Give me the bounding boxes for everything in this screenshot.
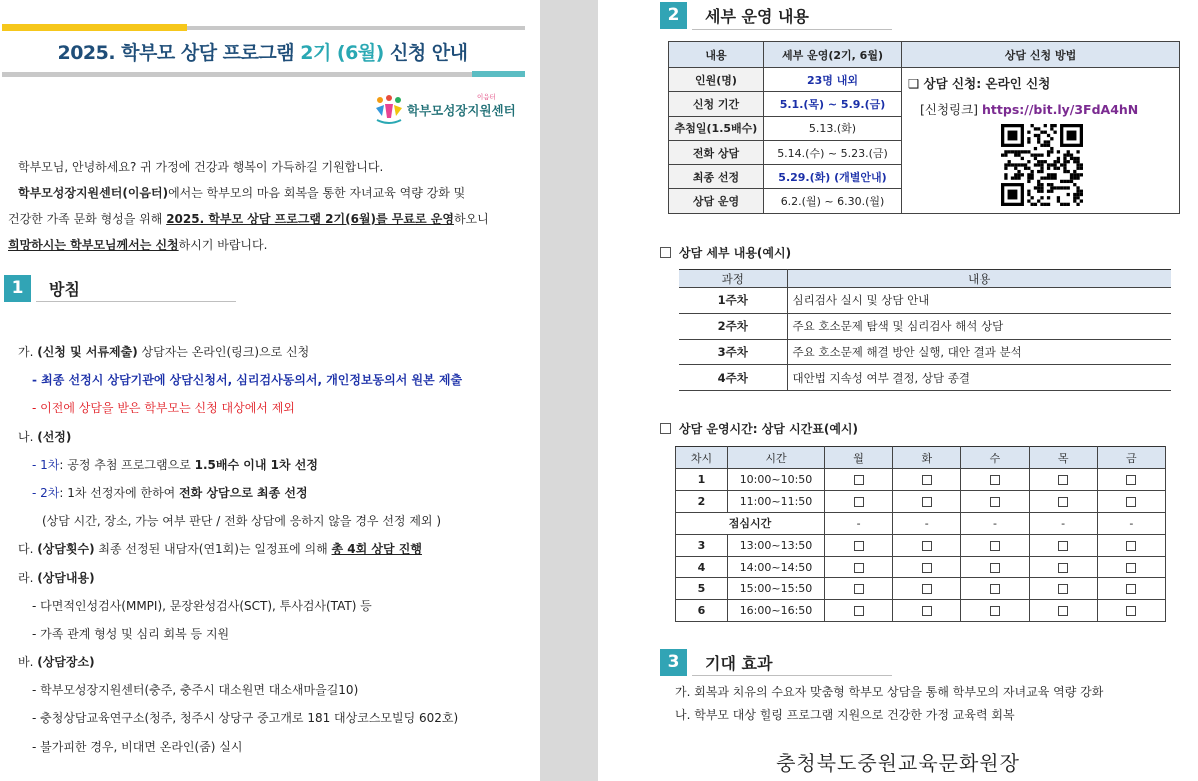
schedule-slot <box>893 600 961 622</box>
section-2-title: 세부 운영 내용 <box>705 7 809 26</box>
intro-line-1: 학부모님, 안녕하세요? 귀 가정에 건강과 행복이 가득하길 기원합니다. <box>18 160 384 174</box>
schedule-slot <box>825 556 893 578</box>
policy-na-2-bold: 전화 상담으로 최종 선정 <box>179 485 308 500</box>
logo-subtext: 이음터 <box>477 93 496 101</box>
checkbox-icon[interactable] <box>1058 497 1068 507</box>
expected-effects <box>675 681 1103 727</box>
checkbox-icon[interactable] <box>990 606 1000 616</box>
policy-da-rest: 최종 선정된 내담자(연1회)는 일정표에 의해 <box>94 542 332 557</box>
schedule-table-header <box>676 447 1166 469</box>
apply-link-line <box>908 100 1179 118</box>
schedule-slot <box>825 534 893 556</box>
lunch-dash: - <box>1097 512 1165 534</box>
policy-ga-item-1: - 최종 선정시 상담기관에 상담신청서, 심리검사동의서, 개인정보동의서 원본 제출 <box>32 373 463 388</box>
lunch-dash: - <box>961 512 1029 534</box>
center-logo <box>373 92 523 124</box>
policy-na-2-rest: : 1차 선정자에 한하여 <box>59 485 180 500</box>
intro-line-2 <box>8 180 523 206</box>
checkbox-icon[interactable] <box>922 606 932 616</box>
schedule-row <box>676 556 1166 578</box>
policy-ga-bold: (신청 및 서류제출) <box>37 345 138 359</box>
expected-effect-1: 가. 회복과 치유의 수요자 맞춤형 학부모 상담을 통해 학부모의 자녀교육 역량 강화 <box>675 685 1104 699</box>
detail-header-course: 과정 <box>679 270 787 288</box>
intro-center-name: 학부모성장지원센터(이음터) <box>18 186 169 200</box>
title-underline-teal <box>472 71 525 77</box>
schedule-heading-text: 상담 운영시간: 상담 시간표(예시) <box>679 422 858 436</box>
session-time: 14:00~14:50 <box>728 556 825 578</box>
checkbox-icon[interactable] <box>854 606 864 616</box>
section-2-heading <box>660 2 809 29</box>
page-left <box>0 0 540 781</box>
policy-ba <box>18 648 538 676</box>
intro-line-2-rest: 에서는 학부모의 마음 회복을 통한 자녀교육 역량 강화 및 <box>168 186 466 200</box>
section-1-heading <box>4 275 80 302</box>
section-3-heading <box>660 649 772 676</box>
schedule-slot <box>1029 578 1097 600</box>
checkbox-icon[interactable] <box>922 563 932 573</box>
operation-table <box>668 41 1180 214</box>
policy-ba-item-1: - 학부모성장지원센터(충주, 충주시 대소원면 대소새마을길10) <box>32 683 359 698</box>
detail-week: 3주차 <box>679 339 787 365</box>
policy-na-prefix: 나. <box>18 429 38 444</box>
schedule-slot <box>1097 490 1165 512</box>
policy-da-underline: 총 4회 상담 진행 <box>331 542 422 557</box>
operation-row-value: 6.2.(월) ~ 6.30.(월) <box>764 189 902 213</box>
lunch-dash: - <box>1029 512 1097 534</box>
schedule-slot <box>1029 469 1097 491</box>
schedule-slot <box>961 578 1029 600</box>
policy-da <box>18 535 538 563</box>
checkbox-icon[interactable] <box>1058 606 1068 616</box>
policy-ra-prefix: 라. <box>18 570 38 585</box>
qr-code-icon[interactable] <box>1001 124 1083 206</box>
detail-content: 심리검사 실시 및 상담 안내 <box>787 288 1171 314</box>
operation-row <box>669 68 1180 92</box>
intro-line-4 <box>8 232 523 258</box>
checkbox-icon[interactable] <box>1058 563 1068 573</box>
policy-ba-prefix: 바. <box>18 655 38 670</box>
policy-na-1-label: 1차 <box>40 457 60 472</box>
policy-list <box>18 338 538 761</box>
detail-content: 주요 호소문제 해결 방안 실행, 대안 결과 분석 <box>787 339 1171 365</box>
session-time: 15:00~15:50 <box>728 578 825 600</box>
ops-header-content: 내용 <box>669 42 764 68</box>
schedule-slot <box>1029 490 1097 512</box>
schedule-slot <box>1029 534 1097 556</box>
schedule-header-cell: 화 <box>893 447 961 469</box>
page-gap <box>540 0 598 781</box>
detail-row <box>679 313 1171 339</box>
schedule-row <box>676 578 1166 600</box>
schedule-slot <box>961 556 1029 578</box>
policy-na-1-bold: 1.5배수 이내 1차 선정 <box>194 457 318 472</box>
apply-method-text: ❑ 상담 신청: 온라인 신청 <box>908 76 1051 91</box>
checkbox-icon[interactable] <box>854 584 864 594</box>
schedule-slot <box>1097 600 1165 622</box>
schedule-row <box>676 534 1166 556</box>
section-3-rule <box>692 675 892 676</box>
checkbox-icon[interactable] <box>990 584 1000 594</box>
schedule-slot <box>961 600 1029 622</box>
intro-paragraph <box>8 154 523 258</box>
schedule-header-cell: 금 <box>1097 447 1165 469</box>
session-number: 3 <box>676 534 728 556</box>
title-prefix: 2025. 학부모 상담 프로그램 <box>57 42 301 64</box>
checkbox-icon[interactable] <box>990 475 1000 485</box>
apply-link-label: [신청링크] <box>920 102 983 117</box>
checkbox-icon[interactable] <box>1126 497 1136 507</box>
schedule-header-cell: 수 <box>961 447 1029 469</box>
lunch-label: 점심시간 <box>676 512 825 534</box>
ops-header-detail: 세부 운영(2기, 6월) <box>764 42 902 68</box>
detail-content: 주요 호소문제 탐색 및 심리검사 해석 상담 <box>787 313 1171 339</box>
detail-week: 1주차 <box>679 288 787 314</box>
schedule-slot <box>1029 600 1097 622</box>
operation-row-label: 상담 운영 <box>669 189 764 213</box>
apply-link[interactable]: https://bit.ly/3FdA4hN <box>982 102 1139 117</box>
policy-na-note: (상담 시간, 장소, 가능 여부 판단 / 전화 상담에 응하지 않을 경우 선정 제외 ) <box>42 514 442 529</box>
intro-line-3-a: 건강한 가족 문화 형성을 위해 <box>8 212 167 226</box>
policy-ga <box>18 338 538 366</box>
checkbox-icon[interactable] <box>1058 475 1068 485</box>
checkbox-icon[interactable] <box>854 497 864 507</box>
checkbox-icon[interactable] <box>990 497 1000 507</box>
schedule-slot <box>893 490 961 512</box>
policy-na-item-1 <box>18 451 538 479</box>
session-time: 10:00~10:50 <box>728 469 825 491</box>
lunch-dash: - <box>893 512 961 534</box>
header-bar-gray <box>187 26 525 30</box>
session-number: 4 <box>676 556 728 578</box>
session-number: 6 <box>676 600 728 622</box>
operation-table-header <box>669 42 1180 68</box>
policy-ga-prefix: 가. <box>18 345 38 359</box>
detail-row <box>679 365 1171 391</box>
policy-na-2-label: 2차 <box>40 485 60 500</box>
operation-row-value: 5.13.(화) <box>764 116 902 140</box>
title-highlight: 2기 (6월) <box>300 42 384 64</box>
page-right <box>598 0 1198 781</box>
section-1-number: 1 <box>4 275 31 302</box>
detail-week: 2주차 <box>679 313 787 339</box>
schedule-header-cell: 차시 <box>676 447 728 469</box>
header-bar-yellow <box>2 24 187 31</box>
policy-na-item-2 <box>18 479 538 507</box>
dash: - <box>32 485 41 500</box>
detail-week: 4주차 <box>679 365 787 391</box>
schedule-slot <box>1029 556 1097 578</box>
intro-line-3-b: 하오니 <box>453 212 489 226</box>
policy-ba-item-2: - 충청상담교육연구소(청주, 청주시 상당구 중고개로 181 대상코스모빌딩 602호) <box>32 711 459 726</box>
policy-da-prefix: 다. <box>18 542 38 557</box>
operation-row-label: 추첨일(1.5배수) <box>669 116 764 140</box>
operation-row-value: 5.1.(목) ~ 5.9.(금) <box>764 92 902 116</box>
policy-ra-item-2: - 가족 관계 형성 및 심리 회복 등 지원 <box>32 626 230 641</box>
policy-ra-bold: (상담내용) <box>37 570 95 585</box>
intro-line-4-underline: 희망하시는 학부모님께서는 신청 <box>8 238 179 252</box>
checkbox-icon[interactable] <box>1126 584 1136 594</box>
checkbox-icon <box>660 247 671 258</box>
schedule-slot <box>825 578 893 600</box>
apply-method-cell <box>902 68 1180 214</box>
schedule-slot <box>825 490 893 512</box>
checkbox-icon[interactable] <box>1126 606 1136 616</box>
schedule-table <box>675 446 1166 622</box>
logo-people-icon <box>373 94 405 126</box>
intro-line-3 <box>8 206 523 232</box>
schedule-header-cell: 월 <box>825 447 893 469</box>
logo-text: 학부모성장지원센터 <box>407 103 516 118</box>
policy-ga-item-2: - 이전에 상담을 받은 학부모는 신청 대상에서 제외 <box>32 401 295 416</box>
detail-content: 대안법 지속성 여부 결정, 상담 종결 <box>787 365 1171 391</box>
section-3-number: 3 <box>660 649 687 676</box>
expected-effect-2: 나. 학부모 대상 힐링 프로그램 지원으로 건강한 가정 교육력 회복 <box>675 708 1015 722</box>
session-time: 11:00~11:50 <box>728 490 825 512</box>
session-time: 13:00~13:50 <box>728 534 825 556</box>
intro-line-4-rest: 하시기 바랍니다. <box>178 238 268 252</box>
checkbox-icon[interactable] <box>1058 584 1068 594</box>
section-1-title: 방침 <box>49 280 80 299</box>
schedule-slot <box>1097 556 1165 578</box>
schedule-slot <box>893 469 961 491</box>
detail-table <box>679 269 1171 391</box>
operation-row-value: 23명 내외 <box>764 68 902 92</box>
detail-row <box>679 339 1171 365</box>
detail-row <box>679 288 1171 314</box>
schedule-slot <box>961 490 1029 512</box>
schedule-slot <box>825 469 893 491</box>
schedule-slot <box>825 600 893 622</box>
schedule-header-cell: 시간 <box>728 447 825 469</box>
schedule-slot <box>1097 469 1165 491</box>
checkbox-icon[interactable] <box>990 541 1000 551</box>
policy-ba-item-3: - 불가피한 경우, 비대면 온라인(줌) 실시 <box>32 739 243 754</box>
checkbox-icon[interactable] <box>1126 541 1136 551</box>
schedule-slot <box>961 469 1029 491</box>
checkbox-icon[interactable] <box>854 541 864 551</box>
schedule-slot <box>1097 578 1165 600</box>
schedule-row <box>676 469 1166 491</box>
schedule-slot <box>893 534 961 556</box>
detail-heading <box>660 244 791 261</box>
schedule-row <box>676 600 1166 622</box>
checkbox-icon[interactable] <box>854 563 864 573</box>
session-time: 16:00~16:50 <box>728 600 825 622</box>
checkbox-icon[interactable] <box>922 584 932 594</box>
lunch-dash: - <box>825 512 893 534</box>
policy-ga-rest: 상담자는 온라인(링크)으로 신청 <box>137 345 310 359</box>
policy-ba-bold: (상담장소) <box>37 655 95 670</box>
policy-na-bold: (선정) <box>37 429 72 444</box>
dash: - <box>32 457 41 472</box>
operation-row-label: 인원(명) <box>669 68 764 92</box>
operation-row-value: 5.14.(수) ~ 5.23.(금) <box>764 140 902 164</box>
checkbox-icon[interactable] <box>922 541 932 551</box>
checkbox-icon <box>660 423 671 434</box>
session-number: 2 <box>676 490 728 512</box>
schedule-header-cell: 목 <box>1029 447 1097 469</box>
checkbox-icon[interactable] <box>1126 475 1136 485</box>
session-number: 1 <box>676 469 728 491</box>
schedule-slot <box>1097 534 1165 556</box>
schedule-slot <box>893 556 961 578</box>
schedule-row <box>676 512 1166 534</box>
session-number: 5 <box>676 578 728 600</box>
checkbox-icon[interactable] <box>922 475 932 485</box>
policy-ra-item-1: - 다면적인성검사(MMPI), 문장완성검사(SCT), 투사검사(TAT) 등 <box>32 598 372 613</box>
title-underline-gray <box>2 72 472 77</box>
checkbox-icon[interactable] <box>922 497 932 507</box>
section-2-number: 2 <box>660 2 687 29</box>
detail-heading-text: 상담 세부 내용(예시) <box>679 246 792 260</box>
schedule-row <box>676 490 1166 512</box>
section-2-rule <box>692 29 892 30</box>
section-1-rule <box>36 301 236 302</box>
schedule-slot <box>961 534 1029 556</box>
operation-row-label: 최종 선정 <box>669 165 764 189</box>
ops-header-apply: 상담 신청 방법 <box>902 42 1180 68</box>
intro-line-3-underline: 2025. 학부모 상담 프로그램 2기(6월)를 무료로 운영 <box>166 212 454 226</box>
document-title <box>0 38 525 65</box>
operation-row-value: 5.29.(화) (개별안내) <box>764 165 902 189</box>
operation-row-label: 전화 상담 <box>669 140 764 164</box>
schedule-heading <box>660 420 858 437</box>
detail-header-content: 내용 <box>787 270 1171 288</box>
schedule-slot <box>893 578 961 600</box>
policy-ra <box>18 564 538 592</box>
policy-na <box>18 423 538 451</box>
detail-table-header <box>679 270 1171 288</box>
checkbox-icon[interactable] <box>854 475 864 485</box>
policy-da-bold: (상담횟수) <box>37 542 95 557</box>
section-3-title: 기대 효과 <box>705 654 773 673</box>
operation-row-label: 신청 기간 <box>669 92 764 116</box>
title-suffix: 신청 안내 <box>383 42 468 64</box>
checkbox-icon[interactable] <box>1058 541 1068 551</box>
policy-na-1-rest: : 공정 추첨 프로그램으로 <box>59 457 195 472</box>
checkbox-icon[interactable] <box>990 563 1000 573</box>
checkbox-icon[interactable] <box>1126 563 1136 573</box>
signature: 충청북도중원교육문화원장 <box>776 751 1020 775</box>
